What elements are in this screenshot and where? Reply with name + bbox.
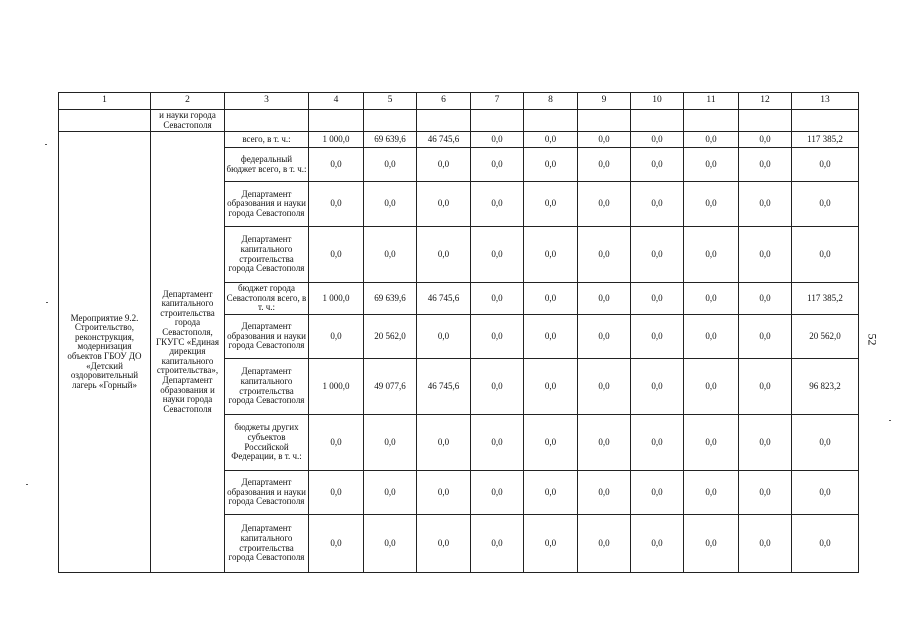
value-cell: 0,0	[631, 132, 684, 148]
value-cell: 0,0	[524, 132, 578, 148]
value-cell: 0,0	[417, 182, 471, 227]
funding-source-cell: всего, в т. ч.:	[225, 132, 309, 148]
value-cell: 0,0	[524, 471, 578, 515]
header-cell: 9	[578, 93, 631, 110]
value-cell: 0,0	[578, 471, 631, 515]
header-cell: 8	[524, 93, 578, 110]
value-cell: 0,0	[524, 182, 578, 227]
value-cell: 0,0	[578, 148, 631, 182]
empty-cell	[524, 110, 578, 132]
empty-cell	[739, 110, 792, 132]
carry-over-text: и науки города Севастополя	[151, 110, 225, 132]
value-cell: 0,0	[524, 315, 578, 359]
empty-cell	[364, 110, 417, 132]
value-cell: 0,0	[578, 182, 631, 227]
value-cell: 0,0	[631, 471, 684, 515]
value-cell: 0,0	[684, 132, 739, 148]
value-cell: 0,0	[578, 415, 631, 471]
value-cell: 0,0	[631, 148, 684, 182]
value-cell: 0,0	[309, 515, 364, 573]
value-cell: 0,0	[417, 415, 471, 471]
value-cell: 0,0	[631, 315, 684, 359]
value-cell: 0,0	[739, 132, 792, 148]
value-cell: 0,0	[684, 515, 739, 573]
value-cell: 0,0	[524, 515, 578, 573]
value-cell: 0,0	[684, 471, 739, 515]
funding-table	[58, 92, 859, 573]
value-cell: 69 639,6	[364, 283, 417, 315]
value-cell: 0,0	[578, 227, 631, 283]
value-cell: 0,0	[471, 315, 524, 359]
value-cell: 0,0	[524, 359, 578, 415]
value-cell: 0,0	[471, 359, 524, 415]
funding-source-cell: Департамент образования и науки города Севастополя	[225, 315, 309, 359]
scan-speck	[46, 302, 48, 303]
value-cell: 46 745,6	[417, 359, 471, 415]
value-cell: 117 385,2	[792, 132, 859, 148]
value-cell: 0,0	[631, 359, 684, 415]
value-cell: 0,0	[471, 148, 524, 182]
header-cell: 6	[417, 93, 471, 110]
value-cell: 20 562,0	[364, 315, 417, 359]
value-cell: 0,0	[471, 471, 524, 515]
value-cell: 0,0	[417, 148, 471, 182]
value-cell: 0,0	[364, 515, 417, 573]
value-cell: 0,0	[309, 471, 364, 515]
funding-source-cell: Департамент капитального строительства города Севастополя	[225, 227, 309, 283]
value-cell: 0,0	[471, 515, 524, 573]
value-cell: 0,0	[578, 283, 631, 315]
value-cell: 0,0	[684, 283, 739, 315]
value-cell: 0,0	[739, 182, 792, 227]
value-cell: 0,0	[684, 415, 739, 471]
value-cell: 0,0	[578, 515, 631, 573]
value-cell: 1 000,0	[309, 359, 364, 415]
executor-cell: Департамент капитального строительства города Севастополя, ГКУГС «Единая дирекция капитального строительства», Департамент образования и науки города Севастополя	[151, 132, 225, 573]
value-cell: 0,0	[417, 227, 471, 283]
funding-source-cell: Департамент образования и науки города Севастополя	[225, 182, 309, 227]
header-cell: 5	[364, 93, 417, 110]
value-cell: 0,0	[792, 182, 859, 227]
value-cell: 0,0	[684, 148, 739, 182]
value-cell: 0,0	[631, 283, 684, 315]
value-cell: 0,0	[309, 315, 364, 359]
value-cell: 0,0	[364, 148, 417, 182]
value-cell: 0,0	[792, 415, 859, 471]
value-cell: 0,0	[684, 182, 739, 227]
value-cell: 46 745,6	[417, 132, 471, 148]
value-cell: 0,0	[684, 227, 739, 283]
scan-speck	[889, 420, 891, 421]
value-cell: 0,0	[739, 359, 792, 415]
page-number: 52	[865, 333, 880, 346]
value-cell: 0,0	[739, 415, 792, 471]
value-cell: 49 077,6	[364, 359, 417, 415]
empty-cell	[225, 110, 309, 132]
value-cell: 0,0	[309, 182, 364, 227]
activity-name-cell: Мероприятие 9.2. Строительство, реконструкция, модернизация объектов ГБОУ ДО «Детский оздоровительный лагерь «Горный»	[59, 132, 151, 573]
value-cell: 0,0	[792, 471, 859, 515]
value-cell: 1 000,0	[309, 132, 364, 148]
value-cell: 0,0	[417, 471, 471, 515]
value-cell: 0,0	[684, 315, 739, 359]
value-cell: 0,0	[524, 415, 578, 471]
value-cell: 0,0	[578, 359, 631, 415]
value-cell: 0,0	[792, 148, 859, 182]
value-cell: 0,0	[739, 148, 792, 182]
header-cell: 1	[59, 93, 151, 110]
value-cell: 0,0	[578, 315, 631, 359]
value-cell: 0,0	[364, 471, 417, 515]
scan-speck	[26, 484, 28, 485]
value-cell: 0,0	[631, 415, 684, 471]
value-cell: 0,0	[524, 227, 578, 283]
funding-source-cell: федеральный бюджет всего, в т. ч.:	[225, 148, 309, 182]
value-cell: 0,0	[739, 227, 792, 283]
value-cell: 0,0	[471, 415, 524, 471]
funding-source-cell: Департамент капитального строительства города Севастополя	[225, 359, 309, 415]
funding-source-cell: Департамент капитального строительства города Севастополя	[225, 515, 309, 573]
value-cell: 0,0	[471, 132, 524, 148]
value-cell: 69 639,6	[364, 132, 417, 148]
empty-cell	[417, 110, 471, 132]
empty-cell	[792, 110, 859, 132]
table-body	[59, 93, 859, 573]
value-cell: 0,0	[309, 227, 364, 283]
header-row	[59, 93, 859, 110]
value-cell: 0,0	[364, 415, 417, 471]
empty-cell	[578, 110, 631, 132]
carry-over-row	[59, 110, 859, 132]
value-cell: 0,0	[524, 148, 578, 182]
value-cell: 0,0	[739, 315, 792, 359]
value-cell: 0,0	[792, 227, 859, 283]
value-cell: 0,0	[309, 148, 364, 182]
header-cell: 4	[309, 93, 364, 110]
scan-speck	[45, 144, 47, 145]
value-cell: 0,0	[739, 515, 792, 573]
value-cell: 0,0	[792, 515, 859, 573]
empty-cell	[631, 110, 684, 132]
value-cell: 0,0	[631, 182, 684, 227]
value-cell: 0,0	[631, 515, 684, 573]
value-cell: 20 562,0	[792, 315, 859, 359]
empty-cell	[471, 110, 524, 132]
empty-cell	[59, 110, 151, 132]
value-cell: 0,0	[364, 182, 417, 227]
value-cell: 46 745,6	[417, 283, 471, 315]
funding-source-cell: бюджеты других субъектов Российской Федерации, в т. ч.:	[225, 415, 309, 471]
table-row	[59, 132, 859, 148]
value-cell: 0,0	[631, 227, 684, 283]
value-cell: 0,0	[471, 227, 524, 283]
header-cell: 2	[151, 93, 225, 110]
value-cell: 0,0	[739, 471, 792, 515]
header-cell: 3	[225, 93, 309, 110]
value-cell: 96 823,2	[792, 359, 859, 415]
header-cell: 12	[739, 93, 792, 110]
funding-source-cell: Департамент образования и науки города Севастополя	[225, 471, 309, 515]
header-cell: 13	[792, 93, 859, 110]
value-cell: 0,0	[471, 283, 524, 315]
header-cell: 7	[471, 93, 524, 110]
value-cell: 1 000,0	[309, 283, 364, 315]
empty-cell	[309, 110, 364, 132]
header-cell: 11	[684, 93, 739, 110]
value-cell: 0,0	[471, 182, 524, 227]
funding-source-cell: бюджет города Севастополя всего, в т. ч.:	[225, 283, 309, 315]
value-cell: 0,0	[578, 132, 631, 148]
value-cell: 0,0	[684, 359, 739, 415]
value-cell: 117 385,2	[792, 283, 859, 315]
value-cell: 0,0	[524, 283, 578, 315]
value-cell: 0,0	[417, 515, 471, 573]
value-cell: 0,0	[364, 227, 417, 283]
header-cell: 10	[631, 93, 684, 110]
value-cell: 0,0	[309, 415, 364, 471]
value-cell: 0,0	[417, 315, 471, 359]
value-cell: 0,0	[739, 283, 792, 315]
empty-cell	[684, 110, 739, 132]
